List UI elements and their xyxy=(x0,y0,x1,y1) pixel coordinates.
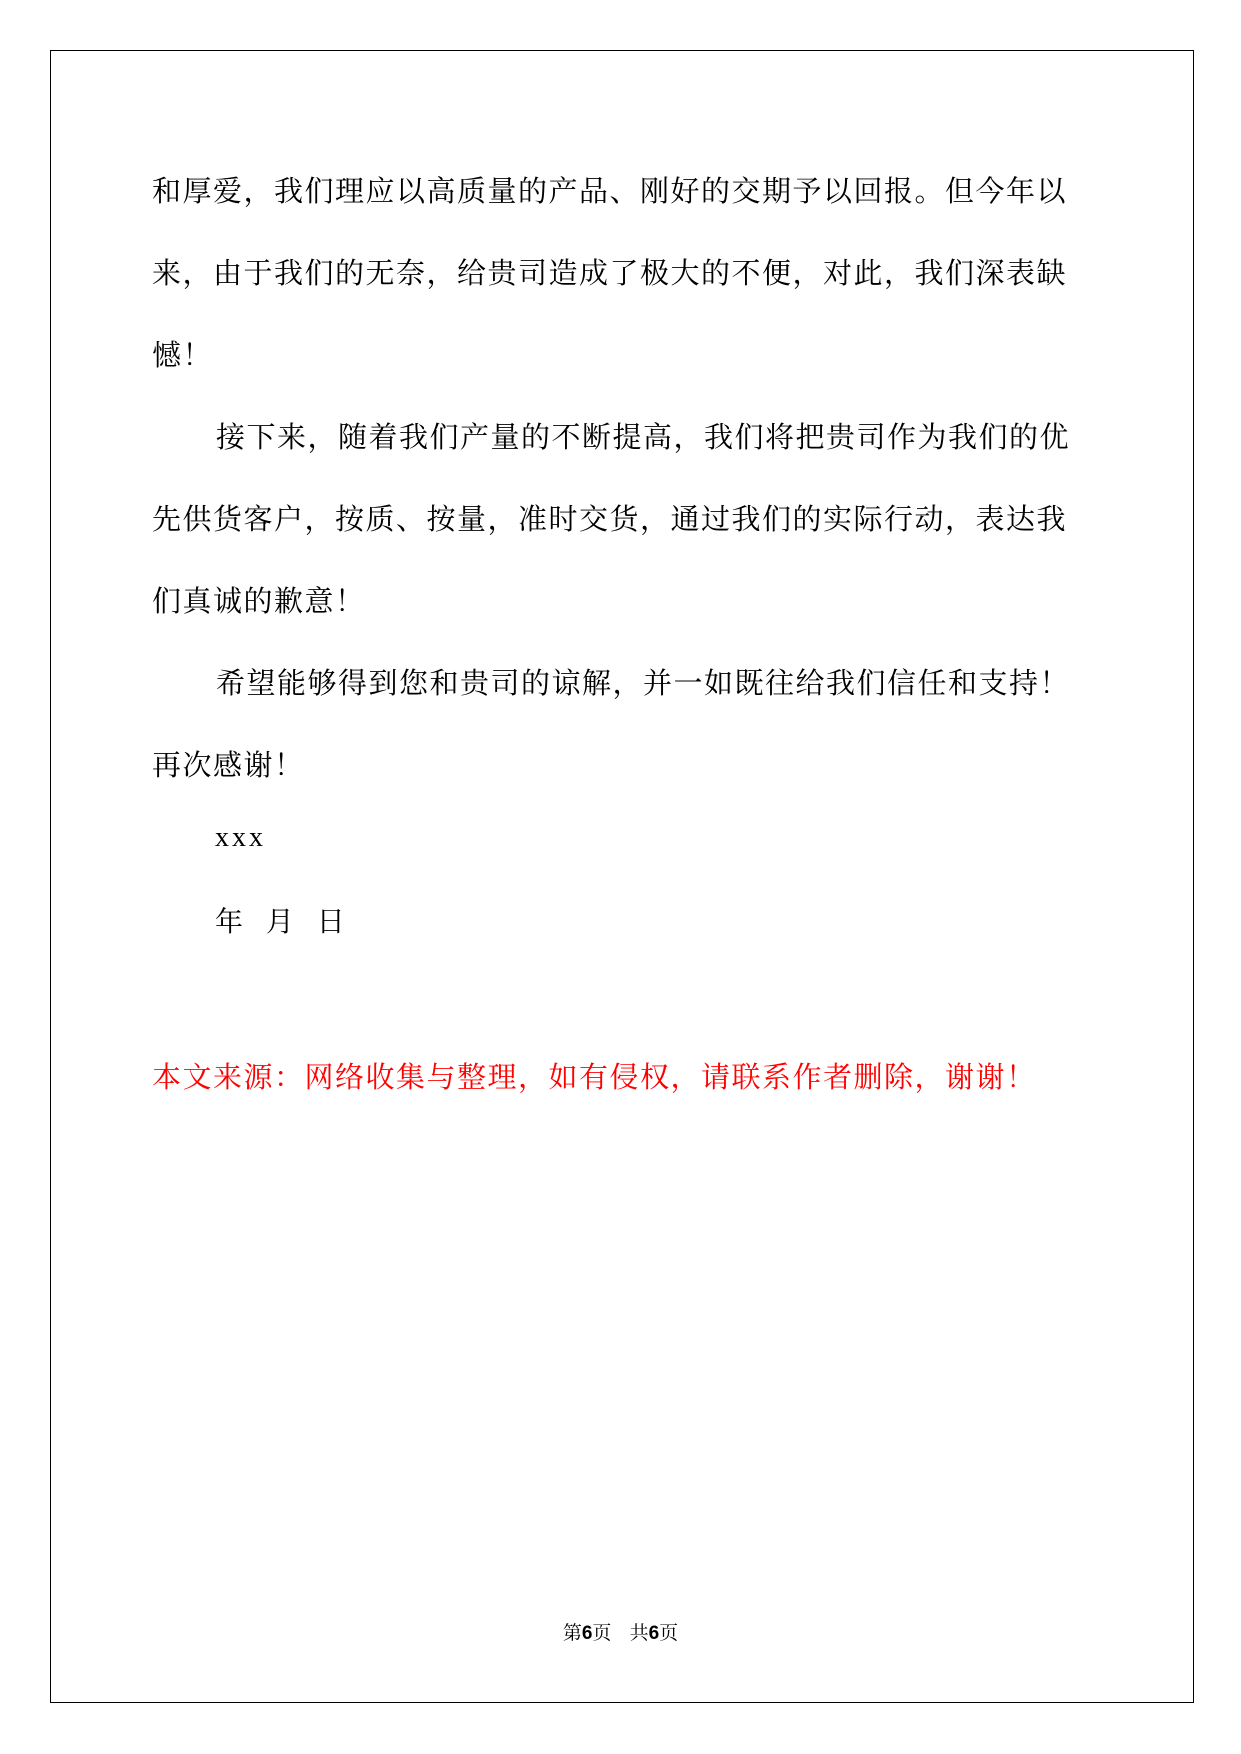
total-suffix: 页 xyxy=(659,1622,679,1644)
total-prefix: 共 xyxy=(629,1622,649,1644)
paragraph-apology: 和厚爱，我们理应以高质量的产品、刚好的交期予以回报。但今年以来，由于我们的无奈，给贵司造成了极大的不便，对此，我们深表缺憾！ xyxy=(152,174,1068,372)
page-footer xyxy=(0,1618,1241,1645)
signature-name: xxx xyxy=(215,822,266,853)
signature-date: 年 月 日 xyxy=(215,905,347,938)
source-note: 本文来源：网络收集与整理，如有侵权，请联系作者删除，谢谢！ xyxy=(152,1060,1037,1094)
page-total: 6 xyxy=(648,1623,660,1644)
page-current: 6 xyxy=(581,1623,593,1644)
page-suffix: 页 xyxy=(592,1622,612,1644)
page-prefix: 第 xyxy=(562,1622,582,1644)
paragraph-closing: 希望能够得到您和贵司的谅解，并一如既往给我们信任和支持！再次感谢！ xyxy=(152,666,1071,782)
letter-body xyxy=(152,150,1092,806)
paragraph-commitment: 接下来，随着我们产量的不断提高，我们将把贵司作为我们的优先供货客户，按质、按量，准时交货，通过我们的实际行动，表达我们真诚的歉意！ xyxy=(152,420,1071,618)
